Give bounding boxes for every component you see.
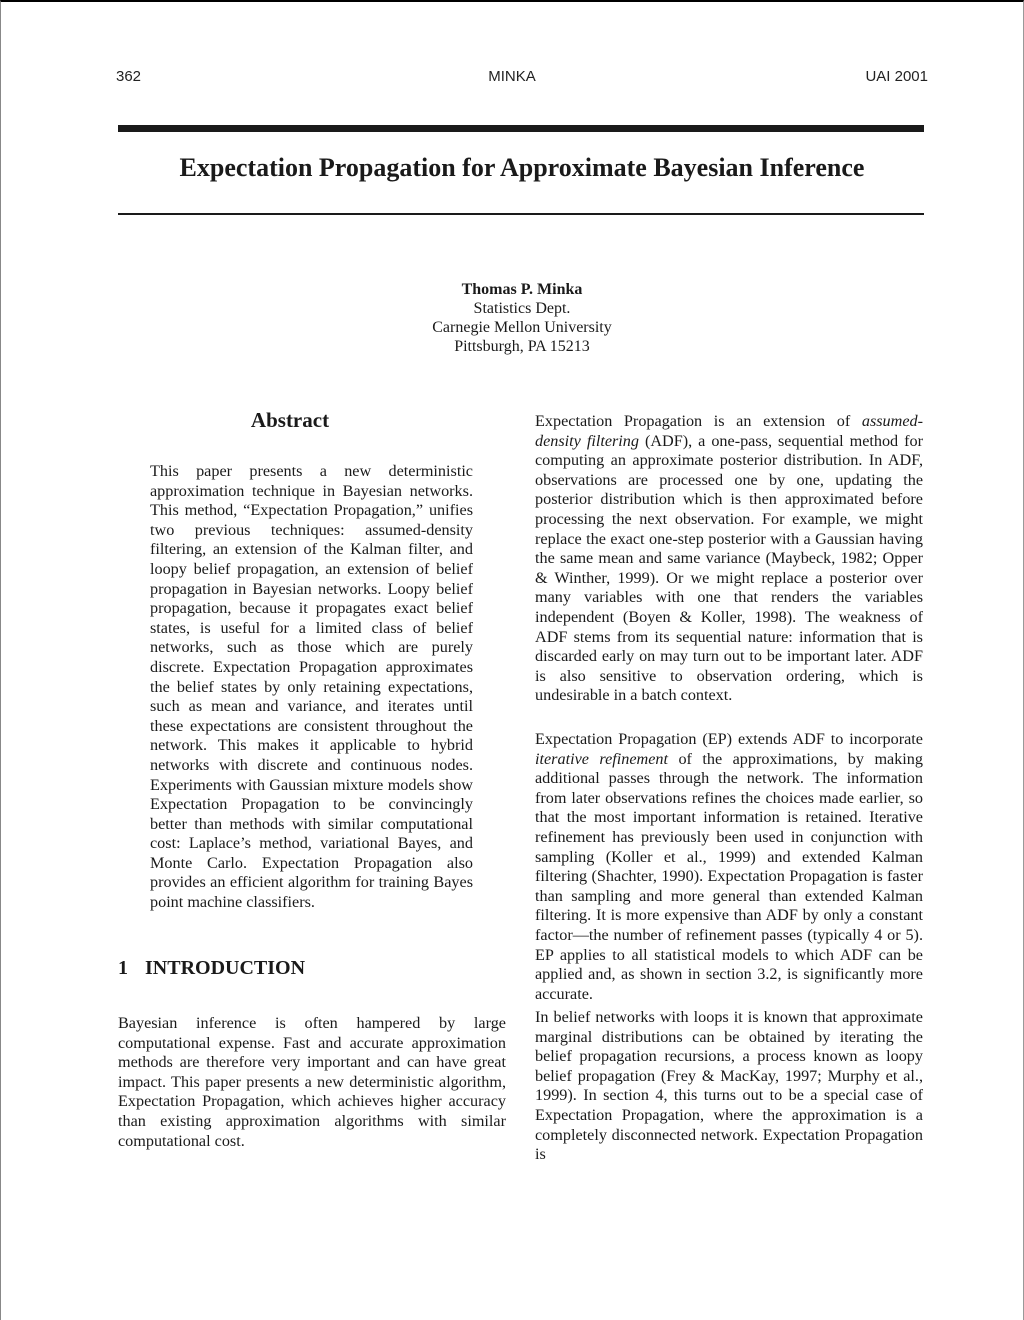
running-head-venue: UAI 2001 — [865, 68, 928, 85]
running-head-page-number: 362 — [116, 68, 142, 85]
author-university: Carnegie Mellon University — [432, 319, 612, 336]
right-column-paragraph-3: In belief networks with loops it is known that approximate marginal distributions can be obtained by iterating the belief propagation recursions, a process known as loopy belief propagation (Frey & MacKay, 1997; Murphy et al., 1999). In section 4, this turns out to be a special case of Expectation Propagation, where the approximation is a completely disconnected network. Expectation Propagation is — [535, 1008, 923, 1164]
author-department: Statistics Dept. — [473, 300, 571, 317]
paper-title: Expectation Propagation for Approximate Bayesian Inference — [179, 153, 865, 182]
p2-rest: of the approximations, by making additional passes through the network. The information from later observations refines the choices made earlier, so that the most important information is retained. Iterative refinement has previously been used in conjunction with sampling (Koller et al., 1999) and extended Kalman filtering (Shachter, 1990). Expectation Propagation is faster than sampling and more general than extended Kalman filtering. It is more expensive than ADF by only a constant factor—the number of refinement passes (typically 4 or 5). EP applies to all statistical models to which ADF can be applied and, as shown in section 3.2, is significantly more accurate. — [535, 749, 923, 1003]
abstract-heading: Abstract — [250, 408, 330, 432]
author-block — [0, 280, 1024, 356]
introduction-paragraph: Bayesian inference is often hampered by large computational expense. Fast and accurate approximation methods are therefore very important and can have great impact. This paper presents a new deterministic algorithm, Expectation Propagation, which achieves higher accuracy than existing approximation algorithms with similar computational cost. — [118, 1014, 506, 1150]
abstract-text: This paper presents a new deterministic approximation technique in Bayesian networks. This method, “Expectation Propagation,” unifies two previous techniques: assumed-density filtering, an extension of the Kalman filter, and loopy belief propagation, an extension of belief propagation in Bayesian networks. Loopy belief propagation, because it propagates exact belief states, is useful for a limited class of belief networks, such as those which are purely discrete. Expectation Propagation approximates the belief states by only retaining expectations, such as mean and variance, and iterates until these expectations are consistent throughout the network. This makes it applicable to hybrid networks with discrete and continuous nodes. Experiments with Gaussian mixture models show Expectation Propagation to be convincingly better than methods with similar computational cost: Laplace’s method, variational Bayes, and Monte Carlo. Expectation Propagation also provides an efficient algorithm for training Bayes point machine classifiers. — [150, 462, 473, 912]
p1-rest: (ADF), a one-pass, sequential method for computing an approximate posterior distribution. In ADF, observations are processed one by one, updating the posterior distribution which is then approximated before processing the next observation. For example, we might replace the exact one-step posterior with a Gaussian having the same mean and same variance (Maybeck, 1982; Opper & Winther, 1999). Or we might replace a posterior over many variables with one that renders the variables independent (Boyen & Koller, 1998). The weakness of ADF stems from its sequential nature: information that is discarded early on may turn out to be important later. ADF is also sensitive to observation ordering, which is undesirable in a batch context. — [535, 431, 924, 705]
p2-lead: Expectation Propagation (EP) extends ADF to incorporate — [535, 730, 923, 748]
p1-term-assumed-density-filtering: assumed-density filtering — [535, 412, 923, 450]
right-column-paragraph-2 — [535, 730, 923, 1004]
title-bottom-rule — [118, 213, 924, 215]
p2-term-iterative-refinement: iterative refinement — [535, 749, 669, 768]
title-top-rule — [118, 125, 924, 132]
p1-lead: Expectation Propagation is an extension of — [535, 412, 862, 430]
author-name: Thomas P. Minka — [461, 281, 583, 298]
running-head-author: MINKA — [488, 68, 536, 85]
right-column-paragraph-1 — [535, 412, 923, 706]
author-location: Pittsburgh, PA 15213 — [454, 338, 590, 355]
section-title: INTRODUCTION — [145, 957, 306, 979]
section-heading-introduction — [118, 957, 305, 980]
section-number: 1 — [118, 957, 128, 979]
